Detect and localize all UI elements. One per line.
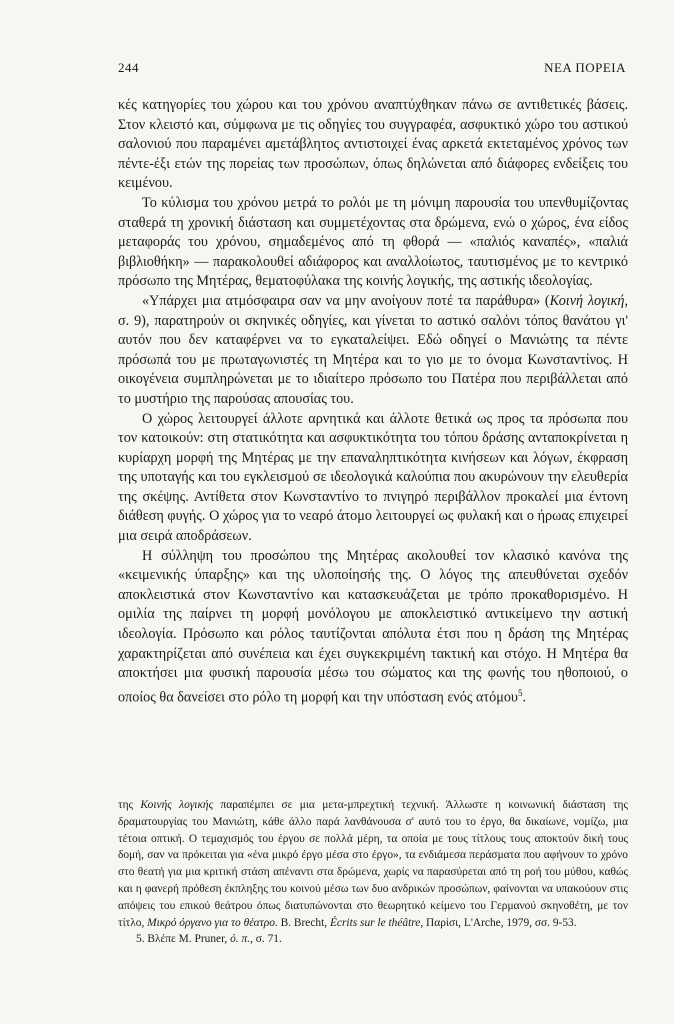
fn4-text-c: . B. Brecht,	[274, 916, 330, 929]
fn4-title-2: Μικρό όργανο για το θέατρο	[147, 916, 275, 929]
journal-title: ΝΕΑ ΠΟΡΕΙΑ	[544, 60, 626, 75]
paragraph-5	[118, 547, 628, 708]
fn4-text-a: της	[118, 799, 141, 811]
paragraph-3-start: «Υπάρχει μια ατμόσφαιρα σαν να μην ανοίγουν ποτέ τα παράθυρα» (	[142, 292, 550, 309]
paragraph-2: Το κύλισμα του χρόνου μετρά το ρολόι με τη μόνιμη παρουσία του υπενθυμίζοντας σταθερά τη χρονική διάσταση και συμμετέχοντας στα δρώμενα, ενώ ο χώρος, ένα είδος μεταφοράς του χρόνου, σημαδεμένος από τη φθορά — «παλιός καναπές», «παλιά βιβλιοθήκη» — παρακολουθεί αδιάφορος και αναλλοίωτος, ταυτισμένος με το κεντρικό πρόσωπο της Μητέρας, θεματοφύλακα της κοινής λογικής, της αστικής ιδεολογίας.	[118, 194, 628, 290]
paragraph-3-rest: , σ. 9), παρατηρούν οι σκηνικές οδηγίες, και γίνεται το αστικό σαλόνι τόπος θανάτου γι' αυτόν που δεν καταφέρνει να το εγκαταλείψει. Εδώ οδηγεί ο Μανιώτης τα πέντε πρόσωπά του με πρωταγωνιστές τη Μητέρα και το γιο με το όνομα Κωνσταντίνος. Η οικογένεια συμπληρώνεται με το ιδιαίτερο πρόσωπο του Πατέρα που περιβάλλεται από το μυστήριο της παρούσας απουσίας του.	[118, 292, 628, 407]
paragraph-1: κές κατηγορίες του χώρου και του χρόνου αναπτύχθηκαν πάνω σε αντιθετικές βάσεις. Στον κλειστό και, σύμφωνα με τις οδηγίες του συγγραφέα, ασφυκτικό χώρο του αστικού σαλονιού που παραμένει αμετάβλητος αντιστοιχεί ένας αρκετά εκτεταμένος χρόνος των πέντε-έξι ετών της πορείας των προσώπων, όπως δηλώνεται από διάφορες ενδείξεις του κειμένου.	[118, 97, 628, 192]
paragraph-3-title: Κοινή λογική	[549, 292, 625, 309]
fn5-text-a: 5. Βλέπε M. Pruner,	[136, 933, 231, 946]
fn4-text-b: παραπέμπει σε μια μετα-μπρεχτική τεχνική. Άλλωστε η κοινωνική διάσταση της δραματουργίας του Μανιώτη, κάθε άλλο παρά λανθάνουσα σ' αυτό του το έργο, θα δικαίωνε, νομίζω, μια τέτοια οπτική. Ο τεμαχισμός του έργου σε πολλά μέρη, τα οποία με τους τίτλους τους αποκτούν δική τους δομή, σαν να πρόκειται για «ένα μικρό έργο μέσα στο έργο», τα ενδιάμεσα περάσματα που αφήνουν το χρόνο στο θεατή για μια κριτική στάση απέναντι στα δρώμενα, χωρίς να παρασύρεται από τη ροή του μύθου, καθώς και η φανερή πρόθεση έκπληξης του κοινού μέσω των δυο ανδρικών προσώπων, φαίνονται να υπακούουν στις απόψεις του επικού θεάτρου όπως διατυπώνονται στο θεωρητικό κείμενο του Γερμανού σκηνοθέτη, με τον τίτλο,	[118, 799, 629, 929]
footnotes	[118, 797, 628, 948]
fn5-ibid: ό. π.	[230, 933, 251, 946]
fn4-text-d: , Παρίσι, L'Arche, 1979, σσ. 9-53.	[420, 916, 577, 929]
fn4-title-3: Écrits sur le théâtre	[329, 916, 421, 929]
footnote-ref-5: 5	[517, 687, 523, 698]
paragraph-5-text: Η σύλληψη του προσώπου της Μητέρας ακολουθεί τον κλασικό κανόνα της «κειμενικής ύπαρξης» και της υλοποίησής της. Ο λόγος της απευθύνεται σχεδόν αποκλειστικά στον Κωνσταντίνο και κατασκευάζεται με τρόπο προκαθορισμένο. Η ομιλία της παίρνει τη μορφή μονόλογου με αποκλειστικό αντικείμενο την αστική ιδεολογία. Πρόσωπο και ρόλος ταυτίζονται απόλυτα έτσι που η δράση της Μητέρας χαρακτηρίζεται από συνέπεια και έχει συγκεκριμένη τακτική και στόχο. Η Μητέρα θα αποκτήσει μια φυσική παρουσία μέσω του σώματος και της φωνής του ηθοποιού, ο οποίος θα δανείσει στο ρόλο τη μορφή και την υπόσταση ενός ατόμου	[118, 547, 628, 706]
page-number: 244	[118, 60, 139, 75]
paragraph-4: Ο χώρος λειτουργεί άλλοτε αρνητικά και άλλοτε θετικά ως προς τα πρόσωπα που τον κατοικούν: στη στατικότητα και ασφυκτικότητα του τόπου δράσης ανταποκρίνεται η κυρίαρχη μορφή της Μητέρας με την επαναληπτικότητα κινήσεων και λόγων, έκφραση της υποταγής και του εγκλεισμού σε ιδεολογικά καλούπια που ακυρώνουν την ελευθερία της σκέψης. Αντίθετα στον Κωνσταντίνο το πνιγηρό περιβάλλον προκαλεί μια έντονη διάθεση φυγής. Ο χώρος για το νεαρό άτομο λειτουργεί ως φυλακή και ο ήρωας επιχειρεί μια σειρά αποδράσεων.	[118, 410, 628, 545]
fn4-title-1: Κοινής λογικής	[140, 799, 214, 811]
running-head	[118, 60, 626, 76]
body-text	[118, 96, 628, 708]
footnote-5	[118, 931, 628, 948]
footnote-4-continued	[118, 797, 628, 931]
paragraph-5-end: .	[522, 689, 526, 706]
paragraph-3	[118, 292, 628, 410]
fn5-text-b: , σ. 71.	[250, 933, 282, 946]
